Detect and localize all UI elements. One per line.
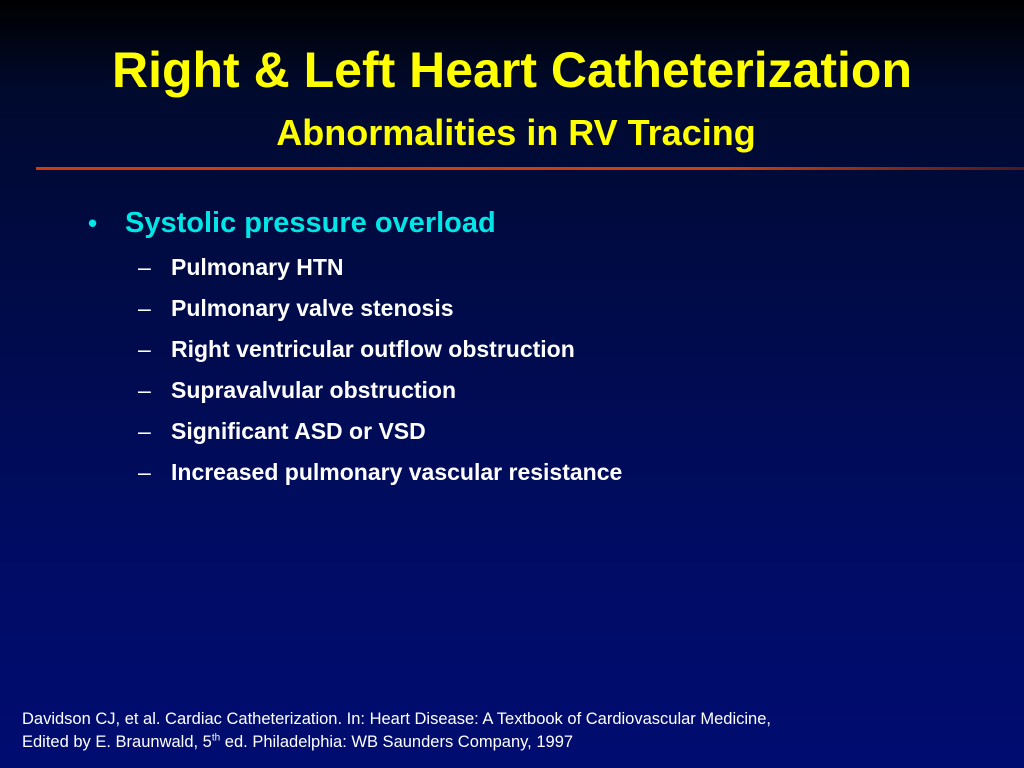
sub-bullet-label: Pulmonary valve stenosis	[171, 295, 454, 321]
sub-bullet-item	[138, 416, 622, 457]
dash-icon: –	[138, 295, 151, 321]
sub-bullet-label: Pulmonary HTN	[171, 254, 344, 280]
slide-title: Right & Left Heart Catheterization	[111, 42, 913, 98]
bullet-main-label: Systolic pressure overload	[125, 207, 496, 239]
sub-bullet-label: Increased pulmonary vascular resistance	[171, 459, 623, 485]
dash-icon: –	[138, 336, 151, 362]
sub-bullet-label: Significant ASD or VSD	[171, 418, 426, 444]
dash-icon: –	[138, 254, 151, 280]
slide-subtitle: Abnormalities in RV Tracing	[276, 112, 756, 153]
sub-bullet-list	[138, 252, 622, 498]
citation-line-2	[22, 731, 771, 754]
sub-bullet-item	[138, 252, 622, 293]
title-divider	[36, 167, 1024, 170]
sub-bullet-item	[138, 293, 622, 334]
dash-icon: –	[138, 459, 151, 485]
citation	[22, 708, 771, 754]
citation-line-2-suffix: ed. Philadelphia: WB Saunders Company, 1997	[220, 733, 574, 751]
bullet-dot-icon: •	[88, 208, 98, 238]
dash-icon: –	[138, 377, 151, 403]
sub-bullet-label: Supravalvular obstruction	[171, 377, 457, 403]
dash-icon: –	[138, 418, 151, 444]
citation-superscript: th	[211, 732, 221, 744]
bullet-main-item	[88, 203, 622, 243]
citation-line-1: Davidson CJ, et al. Cardiac Catheterization. In: Heart Disease: A Textbook of Cardiovascular Medicine,	[22, 710, 771, 728]
sub-bullet-label: Right ventricular outflow obstruction	[171, 336, 575, 362]
sub-bullet-item	[138, 334, 622, 375]
sub-bullet-item	[138, 375, 622, 416]
citation-line-2-prefix: Edited by E. Braunwald, 5	[22, 733, 212, 751]
sub-bullet-item	[138, 457, 622, 498]
bullet-list	[88, 203, 622, 498]
